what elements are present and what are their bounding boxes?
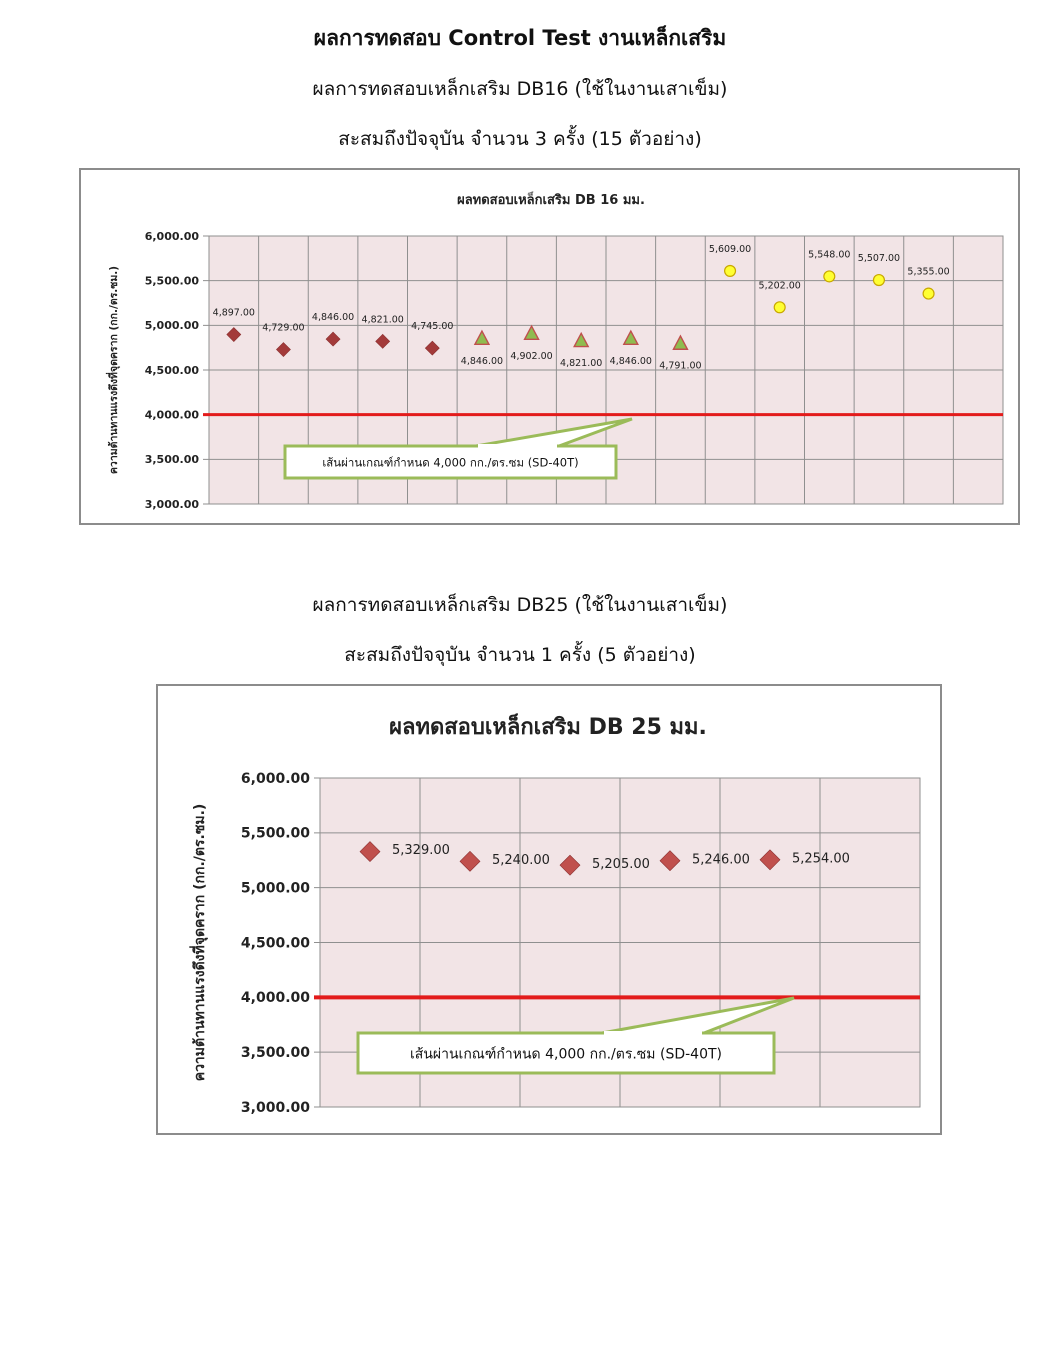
db25-ytick-label: 5,000.00 (240, 880, 310, 897)
db25-y-axis-label: ความต้านทานแรงดึงที่จุดคราก (กก./ตร.ซม.) (192, 803, 208, 1082)
db16-marker-circle (923, 288, 934, 299)
db16-data-label: 4,821.00 (361, 314, 404, 326)
db25-ytick-label: 6,000.00 (240, 770, 310, 787)
db16-data-label: 5,355.00 (907, 266, 950, 278)
db16-data-label: 5,507.00 (857, 253, 901, 265)
db16-data-label: 5,609.00 (708, 243, 752, 255)
db16-data-label: 4,846.00 (311, 312, 355, 324)
section1-heading: ผลการทดสอบเหล็กเสริม DB16 (ใช้ในงานเสาเข็ม) (312, 78, 728, 100)
db16-data-label: 4,729.00 (262, 322, 305, 334)
chart-db16-container (79, 168, 1020, 525)
section1-subheading: สะสมถึงปัจจุบัน จำนวน 3 ครั้ง (15 ตัวอย่าง) (338, 128, 702, 150)
chart-db25-container (156, 684, 942, 1135)
db25-ytick-label: 4,000.00 (240, 990, 310, 1007)
db25-data-label: 5,246.00 (692, 852, 750, 868)
db16-ytick-label: 4,500.00 (144, 363, 199, 377)
db16-data-label: 4,821.00 (560, 358, 603, 370)
db25-callout-joint (604, 1031, 702, 1037)
db25-data-label: 5,240.00 (492, 852, 550, 868)
db25-title: ผลทดสอบเหล็กเสริม DB 25 มม. (389, 715, 707, 740)
db25-callout-label: เส้นผ่านเกณฑ์กำหนด 4,000 กก./ตร.ซม (SD-40T) (410, 1046, 722, 1063)
db16-ytick-label: 3,500.00 (144, 453, 199, 467)
db16-marker-circle (774, 302, 785, 313)
db25-ytick-label: 3,000.00 (240, 1099, 310, 1116)
section2-heading: ผลการทดสอบเหล็กเสริม DB25 (ใช้ในงานเสาเข็ม) (312, 594, 728, 616)
db16-ytick-label: 6,000.00 (144, 229, 199, 243)
db25-ytick-label: 4,500.00 (240, 935, 310, 952)
db16-callout-label: เส้นผ่านเกณฑ์กำหนด 4,000 กก./ตร.ซม (SD-40T) (322, 455, 579, 470)
db16-ytick-label: 3,000.00 (144, 497, 199, 511)
db16-data-label: 4,745.00 (411, 321, 454, 333)
db16-data-label: 4,791.00 (659, 360, 702, 372)
db16-data-label: 4,846.00 (460, 355, 504, 367)
db16-y-axis-label: ความต้านทานแรงดึงที่จุดคราก (กก./ตร.ซม.) (108, 265, 120, 475)
db16-ytick-label: 4,000.00 (144, 408, 199, 422)
page-title: ผลการทดสอบ Control Test งานเหล็กเสริม (313, 26, 727, 50)
db16-data-label: 5,202.00 (758, 280, 801, 292)
db16-data-label: 4,902.00 (510, 350, 553, 362)
db25-data-label: 5,254.00 (792, 851, 850, 867)
db16-ytick-label: 5,000.00 (144, 319, 199, 333)
db16-marker-circle (824, 271, 835, 282)
db25-ytick-label: 5,500.00 (240, 825, 310, 842)
db16-ytick-label: 5,500.00 (144, 274, 199, 288)
db16-data-label: 5,548.00 (808, 249, 851, 261)
section2-subheading: สะสมถึงปัจจุบัน จำนวน 1 ครั้ง (5 ตัวอย่าง) (344, 644, 696, 666)
db16-data-label: 4,846.00 (609, 355, 652, 367)
db16-marker-circle (873, 275, 884, 286)
db25-ytick-label: 3,500.00 (240, 1045, 310, 1062)
chart-db16 (81, 170, 1022, 527)
db25-data-label: 5,205.00 (592, 856, 650, 872)
db16-marker-circle (725, 265, 736, 276)
db25-data-label: 5,329.00 (392, 843, 450, 859)
db16-data-label: 4,897.00 (212, 307, 255, 319)
db16-title: ผลทดสอบเหล็กเสริม DB 16 มม. (457, 193, 645, 208)
chart-db25 (158, 686, 944, 1137)
db16-callout-joint (478, 444, 557, 450)
